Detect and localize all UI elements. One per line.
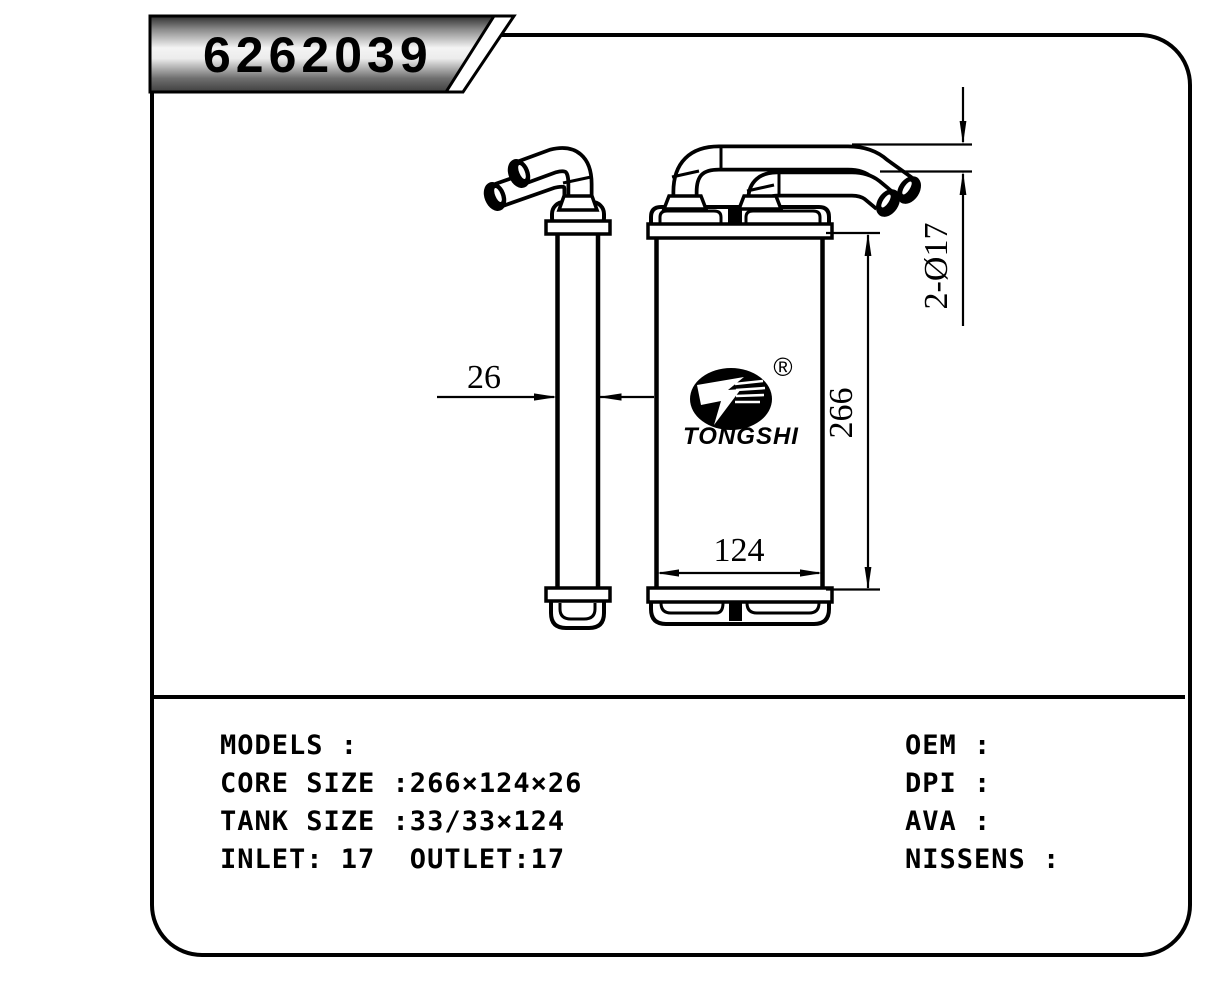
brand-name: TONGSHI bbox=[683, 423, 799, 450]
spec-line-tank-size: TANK SIZE :33/33×124 bbox=[220, 806, 566, 837]
side-top-flange bbox=[546, 221, 610, 234]
side-pipe-skirt bbox=[559, 196, 597, 210]
banner-part-number: 6262039 bbox=[203, 27, 433, 83]
side-bottom-flange bbox=[546, 588, 610, 601]
front-bottom-flange bbox=[648, 588, 832, 602]
front-view bbox=[648, 146, 926, 624]
spec-line-dpi: DPI : bbox=[905, 768, 992, 799]
spec-column-left bbox=[220, 727, 582, 879]
spec-line-core-size: CORE SIZE :266×124×26 bbox=[220, 768, 583, 799]
spec-line-ava: AVA : bbox=[905, 806, 992, 837]
front-pipe-skirt-left bbox=[664, 196, 706, 209]
dimension-pipe-label: 2-Ø17 bbox=[918, 222, 955, 310]
dimension-pipe bbox=[852, 87, 972, 326]
spec-column-right bbox=[905, 727, 1060, 879]
dimension-width-label: 124 bbox=[713, 532, 765, 569]
registered-mark: ® bbox=[773, 352, 793, 382]
front-pipe-skirt-right bbox=[739, 196, 781, 209]
front-top-flange bbox=[648, 224, 832, 238]
side-core bbox=[558, 232, 599, 590]
dimension-thickness bbox=[437, 359, 654, 401]
spec-line-models: MODELS : bbox=[220, 730, 359, 761]
spec-line-nissens: NISSENS : bbox=[905, 844, 1061, 875]
spec-line-oem: OEM : bbox=[905, 730, 992, 761]
part-number-banner bbox=[150, 16, 514, 92]
dimension-height-label: 266 bbox=[823, 387, 860, 439]
spec-line-inlet-outlet: INLET: 17 OUTLET:17 bbox=[220, 844, 566, 875]
dimension-height bbox=[823, 233, 880, 590]
dimension-thickness-label: 26 bbox=[467, 359, 501, 396]
